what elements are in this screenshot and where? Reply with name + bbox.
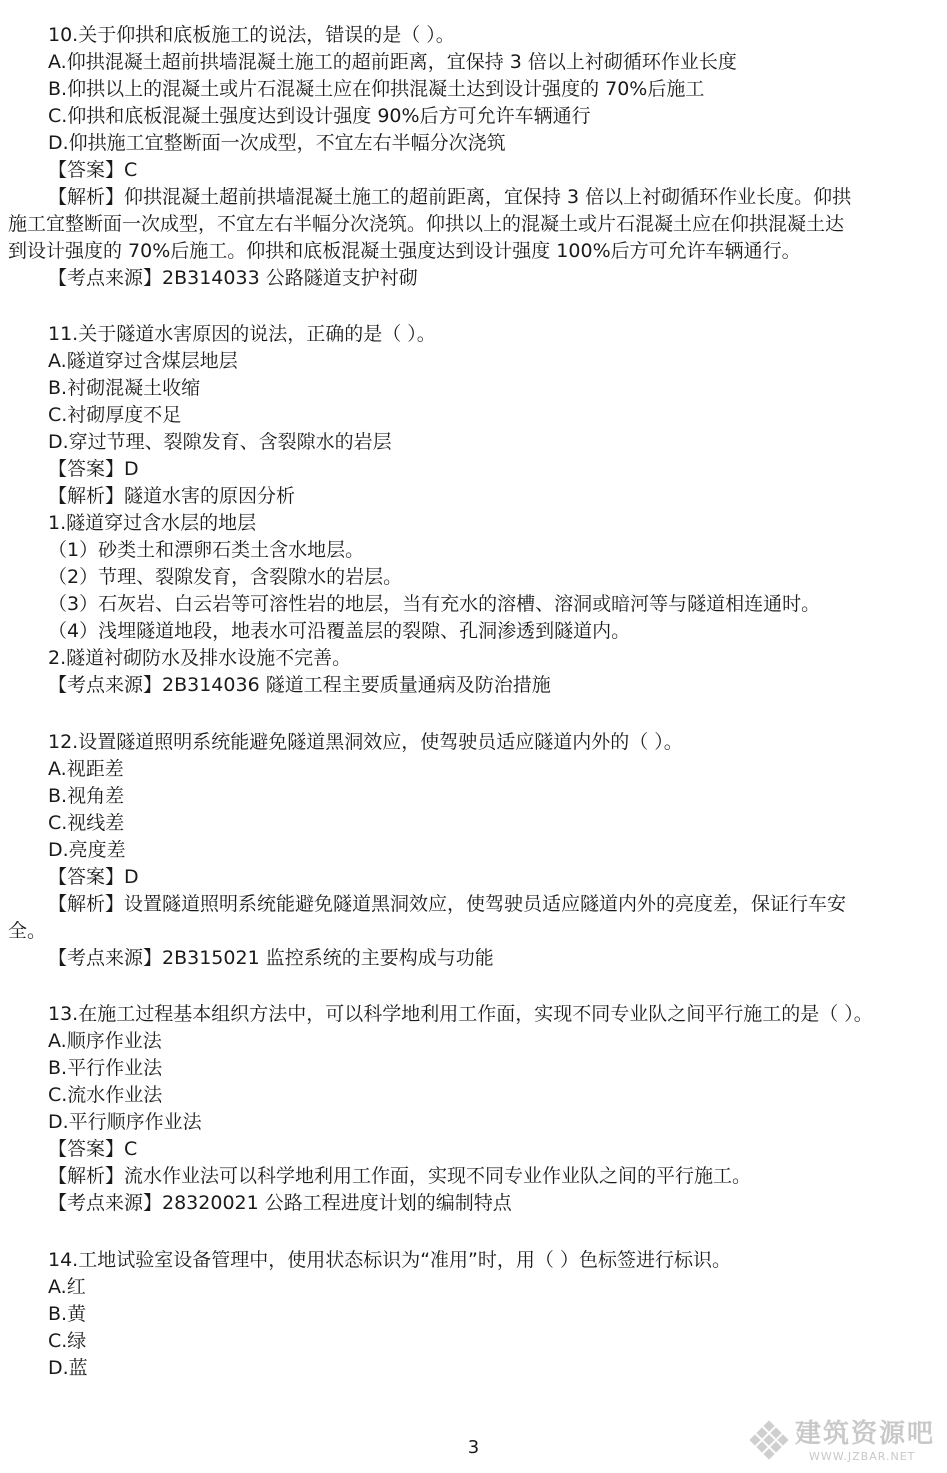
- q11-point-1-4: （4）浅埋隧道地段，地表水可沿覆盖层的裂隙、孔洞渗透到隧道内。: [48, 620, 631, 642]
- q10-option-c: C.仰拱和底板混凝土强度达到设计强度 90%后方可允许车辆通行: [48, 105, 591, 127]
- q13-source: 【考点来源】28320021 公路工程进度计划的编制特点: [48, 1192, 512, 1214]
- page-number: 3: [467, 1437, 480, 1458]
- q13-stem: 13.在施工过程基本组织方法中，可以科学地利用工作面，实现不同专业队之间平行施工的是（ ）。: [48, 1003, 873, 1025]
- q10-analysis-line-2: 施工宜整断面一次成型，不宜左右半幅分次浇筑。仰拱以上的混凝土或片石混凝土应在仰拱混凝土达: [8, 213, 845, 235]
- q11-point-1-1: （1）砂类土和漂卵石类土含水地层。: [48, 539, 365, 561]
- q13-analysis: 【解析】流水作业法可以科学地利用工作面，实现不同专业作业队之间的平行施工。: [48, 1165, 752, 1187]
- q11-point-1-3: （3）石灰岩、白云岩等可溶性岩的地层，当有充水的溶槽、溶洞或暗河等与隧道相连通时。: [48, 593, 821, 615]
- watermark-url: WWW.JZBAR.NET: [809, 1450, 916, 1463]
- q12-analysis-line-2: 全。: [8, 920, 47, 942]
- watermark: [749, 1418, 939, 1468]
- q11-answer: 【答案】D: [48, 458, 139, 480]
- q11-source: 【考点来源】2B314036 隧道工程主要质量通病及防治措施: [48, 674, 551, 696]
- q14-option-a: A.红: [48, 1276, 86, 1298]
- q11-option-d: D.穿过节理、裂隙发育、含裂隙水的岩层: [48, 431, 392, 453]
- diamond-grid-logo-icon: [749, 1420, 789, 1460]
- q13-option-b: B.平行作业法: [48, 1057, 163, 1079]
- q11-point-1: 1.隧道穿过含水层的地层: [48, 512, 257, 534]
- q10-stem: 10.关于仰拱和底板施工的说法，错误的是（ ）。: [48, 24, 455, 46]
- q10-option-d: D.仰拱施工宜整断面一次成型，不宜左右半幅分次浇筑: [48, 132, 506, 154]
- q14-option-b: B.黄: [48, 1303, 87, 1325]
- q12-stem: 12.设置隧道照明系统能避免隧道黑洞效应，使驾驶员适应隧道内外的（ ）。: [48, 731, 683, 753]
- q13-option-a: A.顺序作业法: [48, 1030, 162, 1052]
- q12-option-c: C.视线差: [48, 812, 125, 834]
- watermark-name: 建筑资源吧: [795, 1419, 936, 1449]
- q10-analysis-line-1: 【解析】仰拱混凝土超前拱墙混凝土施工的超前距离，宜保持 3 倍以上衬砌循环作业长度。仰拱: [48, 186, 852, 208]
- q12-source: 【考点来源】2B315021 监控系统的主要构成与功能: [48, 947, 494, 969]
- q13-option-c: C.流水作业法: [48, 1084, 163, 1106]
- q12-answer: 【答案】D: [48, 866, 139, 888]
- q10-source: 【考点来源】2B314033 公路隧道支护衬砌: [48, 267, 418, 289]
- q14-option-c: C.绿: [48, 1330, 87, 1352]
- q13-answer: 【答案】C: [48, 1138, 138, 1160]
- q12-analysis-line-1: 【解析】设置隧道照明系统能避免隧道黑洞效应，使驾驶员适应隧道内外的亮度差，保证行车安: [48, 893, 847, 915]
- q11-option-c: C.衬砌厚度不足: [48, 404, 182, 426]
- q10-option-a: A.仰拱混凝土超前拱墙混凝土施工的超前距离，宜保持 3 倍以上衬砌循环作业长度: [48, 51, 737, 73]
- q11-stem: 11.关于隧道水害原因的说法，正确的是（ ）。: [48, 323, 436, 345]
- q14-stem: 14.工地试验室设备管理中，使用状态标识为“准用”时，用（ ）色标签进行标识。: [48, 1249, 731, 1271]
- q10-answer: 【答案】C: [48, 159, 138, 181]
- q12-option-d: D.亮度差: [48, 839, 126, 861]
- q10-option-b: B.仰拱以上的混凝土或片石混凝土应在仰拱混凝土达到设计强度的 70%后施工: [48, 78, 705, 100]
- q12-option-b: B.视角差: [48, 785, 125, 807]
- q14-option-d: D.蓝: [48, 1357, 88, 1379]
- q11-point-2: 2.隧道衬砌防水及排水设施不完善。: [48, 647, 352, 669]
- q13-option-d: D.平行顺序作业法: [48, 1111, 202, 1133]
- q11-option-a: A.隧道穿过含煤层地层: [48, 350, 238, 372]
- q10-analysis-line-3: 到设计强度的 70%后施工。仰拱和底板混凝土强度达到设计强度 100%后方可允许车辆通行。: [8, 240, 801, 262]
- q11-analysis: 【解析】隧道水害的原因分析: [48, 485, 296, 507]
- q12-option-a: A.视距差: [48, 758, 124, 780]
- q11-option-b: B.衬砌混凝土收缩: [48, 377, 201, 399]
- q11-point-1-2: （2）节理、裂隙发育，含裂隙水的岩层。: [48, 566, 403, 588]
